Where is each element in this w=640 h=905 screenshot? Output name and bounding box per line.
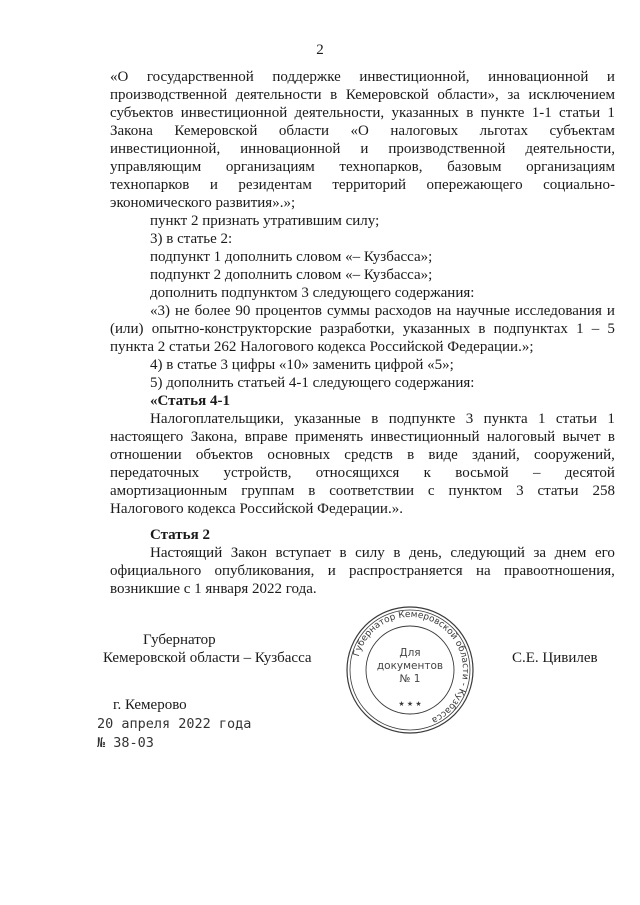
- word: расходов: [374, 303, 432, 319]
- word: Закона,: [190, 429, 238, 445]
- text-line: [110, 176, 615, 194]
- word: Закон: [230, 545, 267, 561]
- word: производственной: [110, 87, 228, 103]
- word: государственной: [146, 69, 254, 85]
- word: десятой: [564, 465, 615, 481]
- seal-stars: ★ ★ ★: [398, 700, 422, 708]
- word: процентов: [255, 303, 322, 319]
- word: 1: [607, 411, 615, 427]
- text-line: [110, 320, 615, 338]
- word: 5: [607, 321, 615, 337]
- word: (или): [110, 321, 144, 337]
- word: на: [475, 563, 491, 579]
- text-line: возникшие с 1 января 2022 года.: [110, 581, 317, 597]
- word: статьи: [555, 411, 598, 427]
- word: и: [327, 563, 336, 579]
- word: деятельности,: [294, 105, 385, 121]
- text-line: [150, 410, 615, 428]
- seal-ring-text: Губернатор Кемеровской области - Кузбасса: [351, 609, 471, 725]
- word: опытно-конструкторские: [151, 321, 312, 337]
- word: Настоящий: [150, 545, 223, 561]
- text-line: подпункт 2 дополнить словом «– Кузбасса»;: [150, 267, 433, 283]
- word: в: [371, 411, 379, 427]
- word: технопарков,: [339, 159, 423, 175]
- word: территорий: [332, 177, 407, 193]
- word: инновационной: [488, 69, 589, 85]
- word: исключением: [528, 87, 615, 103]
- law-number: № 38-03: [97, 735, 154, 751]
- word: указанных: [391, 105, 459, 121]
- word: –: [591, 321, 600, 337]
- word: субъектов: [110, 105, 174, 121]
- word: Налогоплательщики,: [150, 411, 284, 427]
- word: «О: [350, 123, 369, 139]
- text-line: [110, 464, 615, 482]
- word: области: [278, 123, 330, 139]
- word: в: [308, 483, 316, 499]
- word: основных: [267, 447, 331, 463]
- word: инвестиционный: [370, 429, 480, 445]
- word: в: [478, 321, 486, 337]
- text-line: подпункт 1 дополнить словом «– Кузбасса»;: [150, 249, 433, 265]
- word: пункте: [480, 105, 525, 121]
- seal-center-line1: Для: [399, 647, 421, 659]
- word: в: [393, 545, 401, 561]
- text-line: [110, 482, 615, 500]
- text-line: [110, 446, 615, 464]
- word: в: [466, 105, 474, 121]
- text-line: [110, 140, 615, 158]
- word: резидентам: [238, 177, 312, 193]
- word: «3): [150, 303, 170, 319]
- word: опережающего: [426, 177, 523, 193]
- word: подпункте: [388, 411, 456, 427]
- text-line: [110, 158, 615, 176]
- text-line: [110, 86, 615, 104]
- word: сооружений,: [534, 447, 615, 463]
- text-line: Налогового кодекса Российской Федерации.».: [110, 501, 403, 517]
- word: указанных: [402, 321, 471, 337]
- word: пунктом: [448, 483, 503, 499]
- word: 1: [538, 411, 546, 427]
- word: налоговый: [486, 429, 556, 445]
- word: статьи: [559, 105, 601, 121]
- text-line: 5) дополнить статьей 4-1 следующего содержания:: [150, 375, 475, 391]
- word: средств: [344, 447, 393, 463]
- word: с: [427, 483, 435, 499]
- page-number: 2: [316, 42, 324, 58]
- word: и: [360, 141, 369, 157]
- word: разработки,: [319, 321, 395, 337]
- word: 258: [592, 483, 615, 499]
- word: деятельности: [235, 87, 322, 103]
- word: инновационной: [240, 141, 341, 157]
- word: суммы: [326, 303, 370, 319]
- word: 1: [607, 105, 615, 121]
- word: 90: [235, 303, 251, 319]
- signatory-position-line1: Губернатор: [143, 632, 216, 648]
- word: настоящего: [110, 429, 184, 445]
- word: и: [606, 303, 615, 319]
- text-line: [110, 68, 615, 86]
- text-line: 3) в статье 2:: [150, 231, 233, 247]
- word: производственной: [388, 141, 506, 157]
- word: Кемеровской: [174, 123, 258, 139]
- word: вступает: [275, 545, 331, 561]
- word: следующий: [450, 545, 525, 561]
- word: Кемеровской: [345, 87, 429, 103]
- word: зданий,: [472, 447, 520, 463]
- word: к: [423, 465, 431, 481]
- signatory-name: С.Е. Цивилев: [512, 650, 598, 666]
- word: «О: [110, 69, 129, 85]
- word: подпунктах: [493, 321, 568, 337]
- word: в: [407, 447, 415, 463]
- word: научные: [456, 303, 510, 319]
- word: деятельности,: [525, 141, 615, 157]
- word: поддержке: [272, 69, 341, 85]
- word: вправе: [244, 429, 288, 445]
- word: применять: [295, 429, 364, 445]
- word: соответствии: [329, 483, 415, 499]
- word: правоотношения,: [503, 563, 615, 579]
- word: виде: [428, 447, 458, 463]
- word: субъектам: [549, 123, 615, 139]
- word: в: [607, 429, 615, 445]
- word: налоговых: [390, 123, 459, 139]
- seal-center-line2: документов: [376, 660, 444, 672]
- text-line: [150, 544, 615, 562]
- word: силу: [355, 545, 385, 561]
- word: за: [507, 87, 520, 103]
- word: за: [533, 545, 547, 561]
- word: исследования: [514, 303, 602, 319]
- word: Закона: [110, 123, 153, 139]
- word: 3: [465, 411, 474, 427]
- word: 1-1: [531, 105, 552, 121]
- word: днем: [554, 545, 587, 561]
- word: 3: [516, 483, 524, 499]
- word: инвестиционной,: [359, 69, 470, 85]
- word: не: [174, 303, 190, 319]
- word: официального: [110, 563, 202, 579]
- word: восьмой: [455, 465, 509, 481]
- word: 1: [576, 321, 584, 337]
- text-line: [110, 122, 615, 140]
- text-line: [110, 562, 615, 580]
- word: статьи: [537, 483, 579, 499]
- word: социально-: [543, 177, 615, 193]
- word: льготах: [479, 123, 528, 139]
- word: и: [209, 177, 218, 193]
- word: отношении: [110, 447, 182, 463]
- word: относящихся: [315, 465, 400, 481]
- word: передаточных: [110, 465, 200, 481]
- article-heading: «Статья 4-1: [150, 393, 230, 409]
- signing-date: 20 апреля 2022 года: [97, 716, 252, 732]
- word: устройств,: [223, 465, 292, 481]
- word: инвестиционной,: [110, 141, 221, 157]
- seal-center-line3: № 1: [399, 673, 421, 685]
- text-line: экономического развития».»;: [110, 195, 296, 211]
- word: амортизационным: [110, 483, 228, 499]
- article-heading: Статья 2: [150, 527, 210, 543]
- word: и: [606, 69, 615, 85]
- word: организациям: [526, 159, 615, 175]
- text-line: [110, 104, 615, 122]
- word: распространяется: [349, 563, 463, 579]
- text-line: 4) в статье 3 цифры «10» заменить цифрой «5»;: [150, 357, 454, 373]
- word: инвестиционной: [180, 105, 288, 121]
- word: в: [339, 545, 347, 561]
- word: управляющим: [110, 159, 202, 175]
- text-line: пункта 2 статьи 262 Налогового кодекса Российской Федерации.»;: [110, 339, 534, 355]
- word: организациям: [225, 159, 315, 175]
- word: пункта: [483, 411, 528, 427]
- word: указанные: [294, 411, 361, 427]
- text-line: [110, 428, 615, 446]
- text-line: дополнить подпунктом 3 следующего содержания:: [150, 285, 475, 301]
- word: более: [194, 303, 231, 319]
- signatory-position-line2: Кемеровской области – Кузбасса: [103, 650, 312, 666]
- word: технопарков: [110, 177, 190, 193]
- word: базовым: [447, 159, 502, 175]
- word: группам: [241, 483, 295, 499]
- word: области»,: [437, 87, 499, 103]
- text-line: [150, 302, 615, 320]
- word: объектов: [195, 447, 254, 463]
- word: опубликования,: [214, 563, 315, 579]
- word: вычет: [562, 429, 601, 445]
- text-line: пункт 2 признать утратившим силу;: [150, 213, 380, 229]
- word: день,: [408, 545, 442, 561]
- place-of-signing: г. Кемерово: [113, 697, 187, 713]
- word: на: [436, 303, 452, 319]
- word: в: [330, 87, 338, 103]
- word: его: [594, 545, 615, 561]
- word: –: [532, 465, 541, 481]
